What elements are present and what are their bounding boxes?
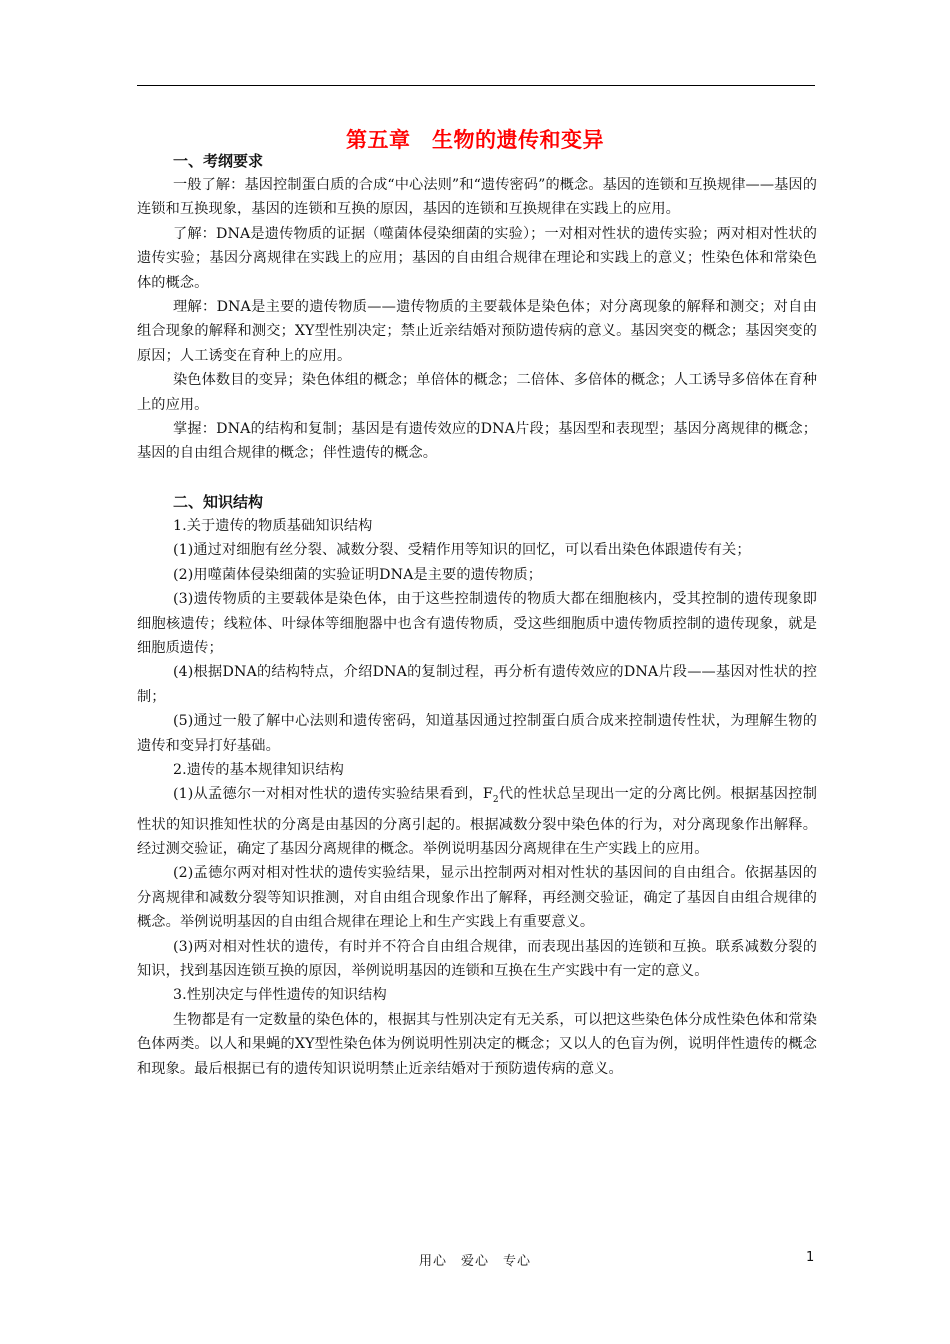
paragraph: 掌握：DNA的结构和复制；基因是有遗传效应的DNA片段；基因型和表现型；基因分离规律的概念；基因的自由组合规律的概念；伴性遗传的概念。 bbox=[137, 421, 817, 462]
chapter-title: 第五章 生物的遗传和变异 bbox=[346, 128, 604, 152]
subsection-heading: 3.性别决定与伴性遗传的知识结构 bbox=[173, 987, 387, 1004]
page-number: 1 bbox=[806, 1250, 815, 1265]
header-rule bbox=[137, 85, 815, 86]
section-spacer bbox=[137, 466, 817, 490]
text-run: (1)从孟德尔一对相对性状的遗传实验结果看到，F bbox=[173, 786, 493, 803]
paragraph: 理解：DNA是主要的遗传物质——遗传物质的主要载体是染色体；对分离现象的解释和测交；对自由组合现象的解释和测交；XY型性别决定；禁止近亲结婚对预防遗传病的意义。基因突变的概念；基因突变的原因；人工诱变在育种上的应用。 bbox=[137, 299, 817, 364]
list-item: (5)通过一般了解中心法则和遗传密码，知道基因通过控制蛋白质合成来控制遗传性状，为理解生物的遗传和变异打好基础。 bbox=[137, 713, 817, 754]
section-heading: 二、知识结构 bbox=[173, 492, 264, 511]
subsection-heading: 2.遗传的基本规律知识结构 bbox=[173, 761, 344, 778]
text-run: 代的性状总呈现出一定的分离比例。根据基因控制性状的知识推知性状的分离是由基因的分离引起的。根据减数分裂中染色体的行为，对分离现象作出解释。经过测交验证，确定了基因分离规律的概念。举例说明基因分离规律在生产实践上的应用。 bbox=[137, 786, 818, 857]
list-item: (2)用噬菌体侵染细菌的实验证明DNA是主要的遗传物质； bbox=[173, 566, 543, 583]
list-item: (2)孟德尔两对相对性状的遗传实验结果，显示出控制两对相对性状的基因间的自由组合。依据基因的分离规律和减数分裂等知识推测，对自由组合现象作出了解释，再经测交验证，确定了基因自由组合规律的概念。举例说明基因的自由组合规律在理论上和生产实践上有重要意义。 bbox=[137, 865, 817, 931]
subsection-heading: 1.关于遗传的物质基础知识结构 bbox=[173, 517, 373, 534]
paragraph: 生物都是有一定数量的染色体的，根据其与性别决定有无关系，可以把这些染色体分成性染色体和常染色体两类。以人和果蝇的XY型性染色体为例说明性别决定的概念；又以人的色盲为例，说明伴性遗传的概念和现象。最后根据已有的遗传知识说明禁止近亲结婚对于预防遗传病的意义。 bbox=[137, 1011, 817, 1077]
paragraph: 了解：DNA是遗传物质的证据（噬菌体侵染细菌的实验）；一对相对性状的遗传实验；两对相对性状的遗传实验；基因分离规律在实践上的应用；基因的自由组合规律在理论和实践上的意义；性染色体和常染色体的概念。 bbox=[137, 225, 817, 291]
list-item: (4)根据DNA的结构特点，介绍DNA的复制过程，再分析有遗传效应的DNA片段——基因对性状的控制； bbox=[137, 664, 817, 705]
list-item bbox=[137, 782, 817, 861]
list-item: (3)遗传物质的主要载体是染色体，由于这些控制遗传的物质大都在细胞核内，受其控制的遗传现象即细胞核遗传；线粒体、叶绿体等细胞器中也含有遗传物质，受这些细胞质中遗传物质控制的遗传现象，就是细胞质遗传； bbox=[137, 591, 817, 656]
list-item: (1)通过对细胞有丝分裂、减数分裂、受精作用等知识的回忆，可以看出染色体跟遗传有关； bbox=[173, 542, 751, 559]
footer-motto: 用心 爱心 专心 bbox=[418, 1254, 531, 1269]
subscript: 2 bbox=[492, 795, 499, 806]
document-body bbox=[137, 149, 817, 1081]
paragraph: 一般了解：基因控制蛋白质的合成“中心法则”和“遗传密码”的概念。基因的连锁和互换规律——基因的连锁和互换现象，基因的连锁和互换的原因，基因的连锁和互换规律在实践上的应用。 bbox=[137, 177, 817, 218]
list-item: (3)两对相对性状的遗传，有时并不符合自由组合规律，而表现出基因的连锁和互换。联系减数分裂的知识，找到基因连锁互换的原因，举例说明基因的连锁和互换在生产实践中有一定的意义。 bbox=[137, 938, 817, 980]
paragraph: 染色体数目的变异；染色体组的概念；单倍体的概念；二倍体、多倍体的概念；人工诱导多倍体在育种上的应用。 bbox=[137, 372, 817, 413]
section-heading: 一、考纲要求 bbox=[173, 152, 264, 170]
